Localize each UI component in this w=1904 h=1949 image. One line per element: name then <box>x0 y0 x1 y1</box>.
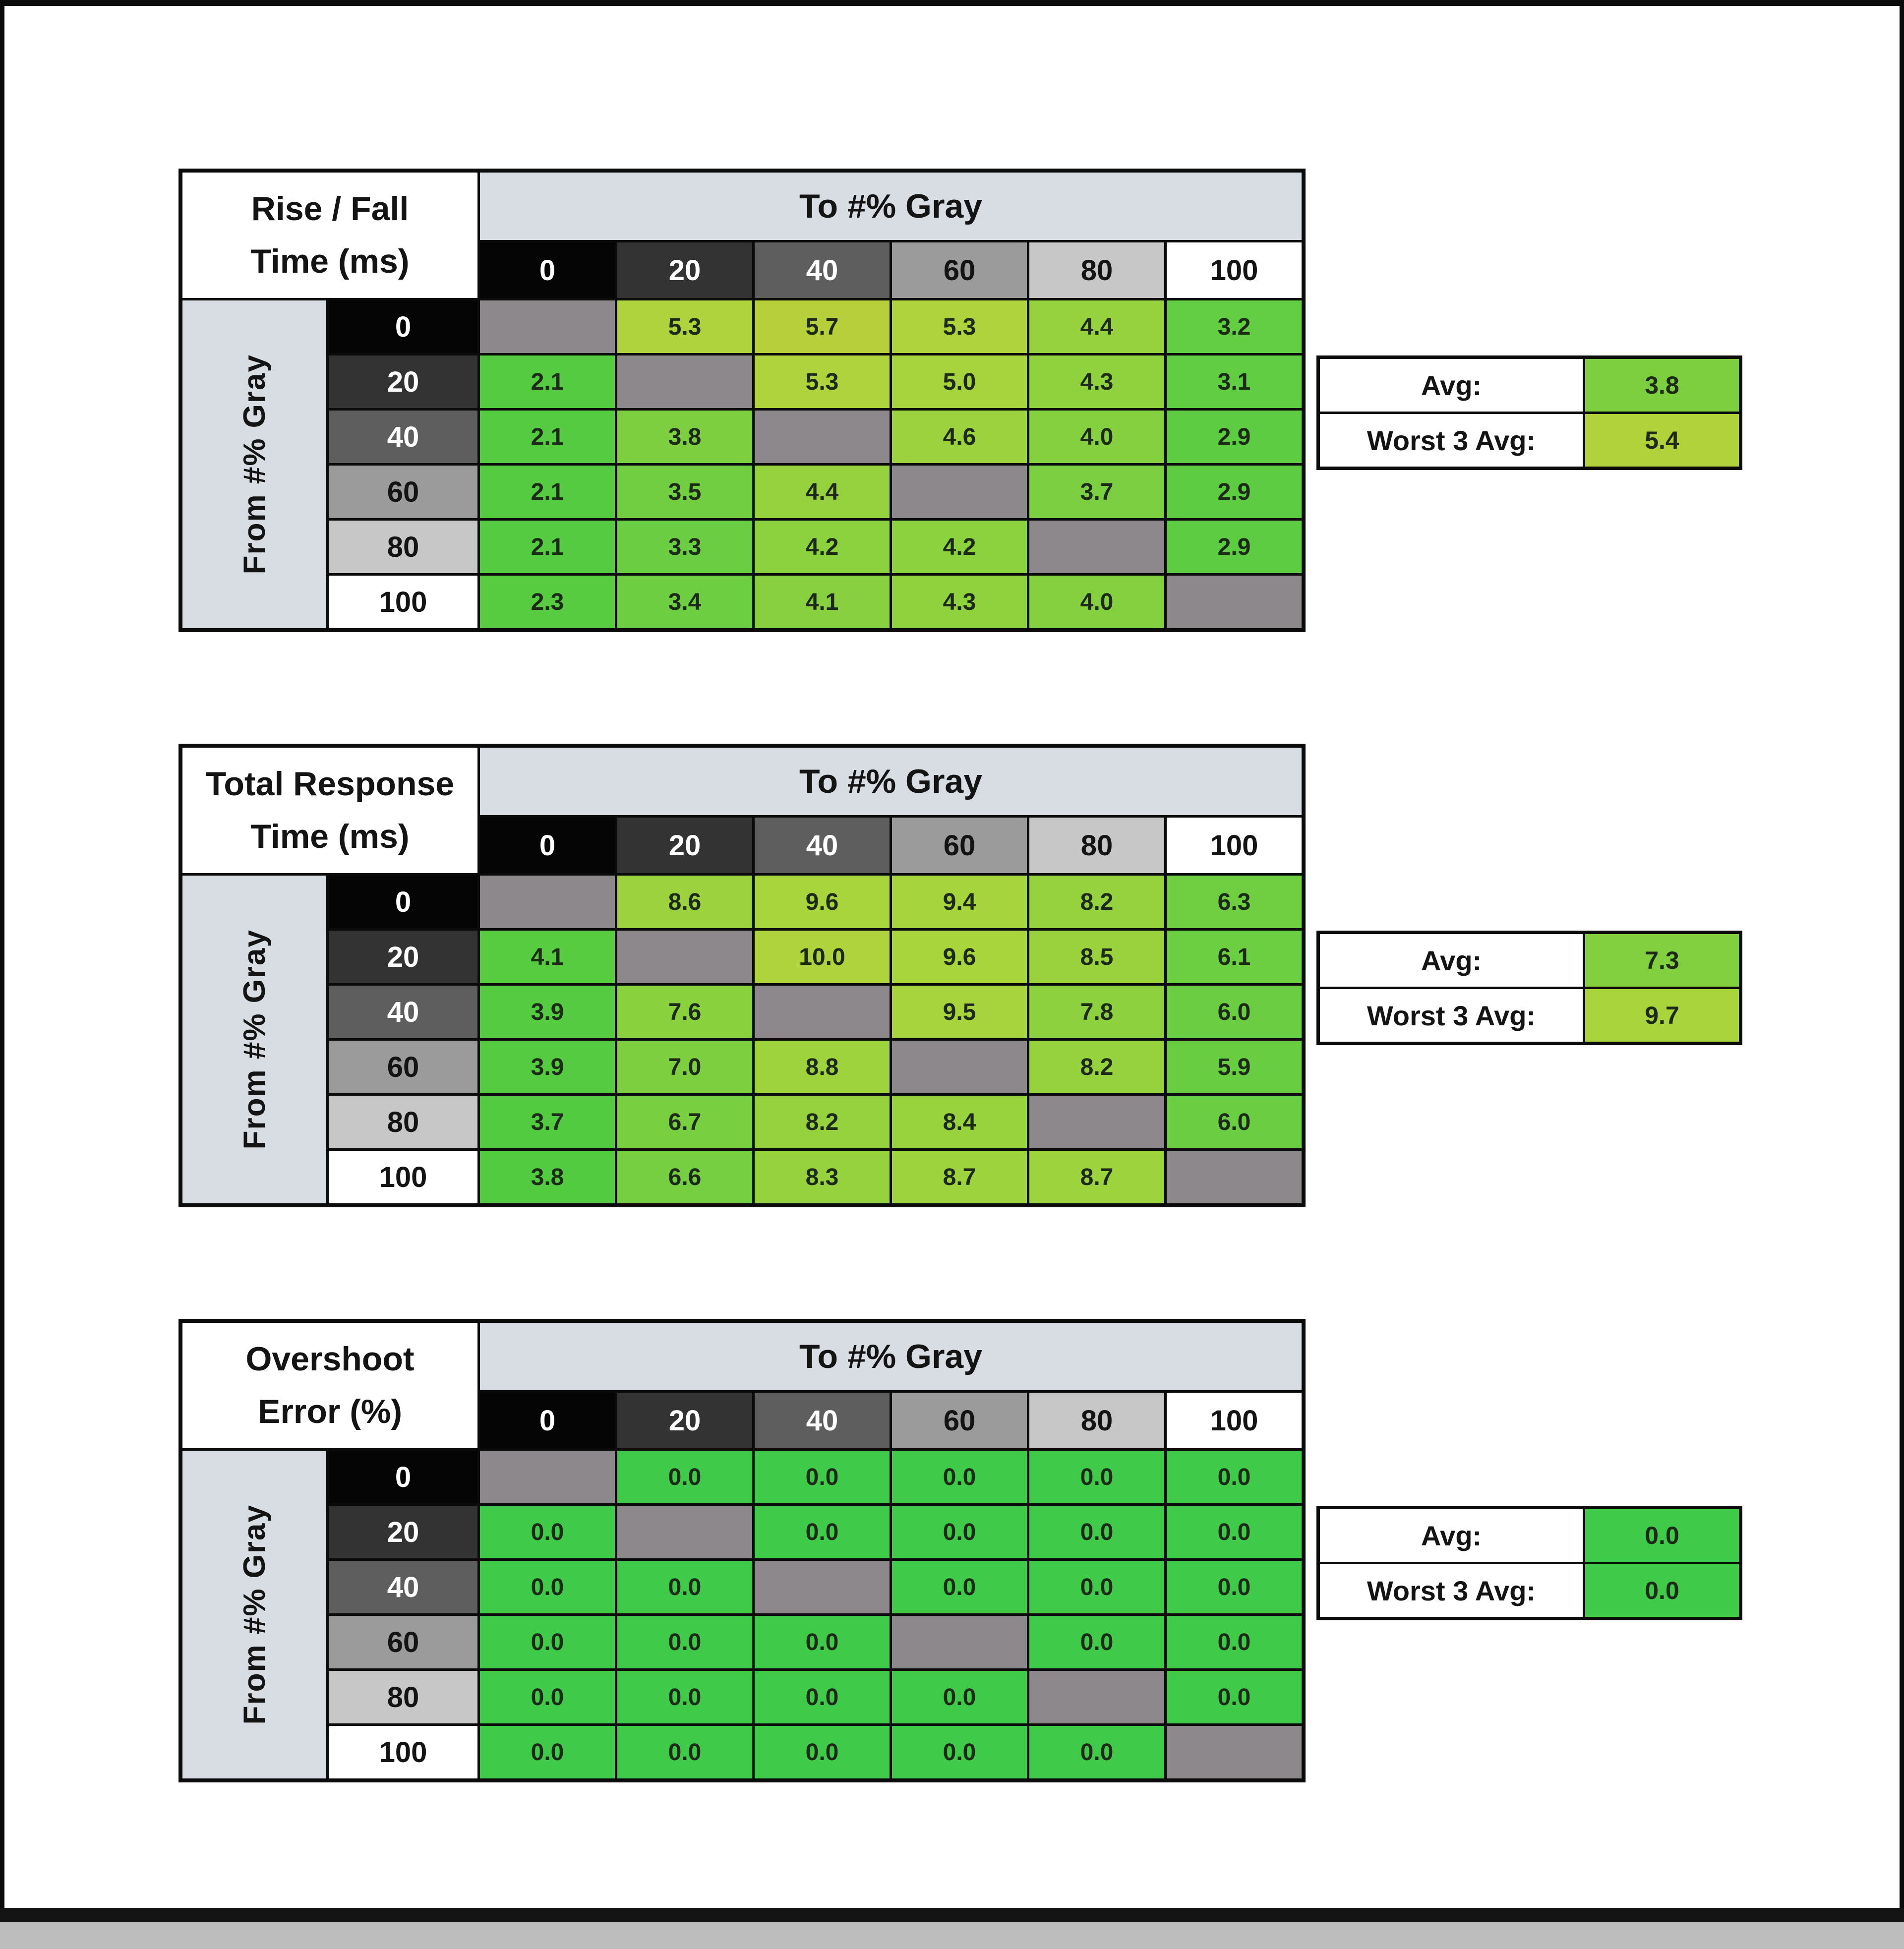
cell-from-40-to-40-diagonal <box>755 1561 890 1613</box>
cell-from-0-to-40: 0.0 <box>755 1451 890 1503</box>
col-header-0: 0 <box>480 1393 615 1448</box>
cell-from-60-to-80: 0.0 <box>1029 1616 1164 1668</box>
cell-from-100-to-100-diagonal <box>1167 1726 1302 1778</box>
avg-value-cell: 7.3 <box>1585 934 1739 987</box>
row-header-60: 60 <box>329 466 477 518</box>
col-header-20: 20 <box>617 1393 752 1448</box>
col-header-100: 100 <box>1167 818 1302 873</box>
to-gray-group-header: To #% Gray <box>480 173 1302 240</box>
row-header-60: 60 <box>329 1041 477 1093</box>
rise-fall-table <box>178 169 1815 632</box>
cell-from-20-to-40: 5.3 <box>755 355 890 408</box>
cell-from-100-to-20: 0.0 <box>617 1726 752 1778</box>
cell-from-20-to-100: 3.1 <box>1167 355 1302 408</box>
cell-from-0-to-0-diagonal <box>480 1451 615 1503</box>
row-header-80: 80 <box>329 521 477 573</box>
window-frame-left <box>0 0 4 1908</box>
cell-from-60-to-60-diagonal <box>892 1616 1027 1668</box>
cell-from-60-to-0: 0.0 <box>480 1616 615 1668</box>
cell-from-20-to-0: 4.1 <box>480 931 615 983</box>
cell-from-100-to-0: 2.3 <box>480 576 615 628</box>
cell-from-80-to-40: 4.2 <box>755 521 890 573</box>
from-gray-group-header <box>182 1451 326 1778</box>
cell-from-60-to-100: 2.9 <box>1167 466 1302 518</box>
row-header-20: 20 <box>329 931 477 983</box>
row-header-40: 40 <box>329 986 477 1038</box>
window-frame-bottom <box>0 1908 1904 1922</box>
total-response-title <box>182 748 477 873</box>
cell-from-60-to-40: 0.0 <box>755 1616 890 1668</box>
cell-from-20-to-0: 0.0 <box>480 1506 615 1558</box>
cell-from-0-to-80: 0.0 <box>1029 1451 1164 1503</box>
avg-label-cell: Avg: <box>1320 1509 1583 1562</box>
cell-from-0-to-80: 4.4 <box>1029 300 1164 353</box>
cell-from-0-to-100: 6.3 <box>1167 876 1302 928</box>
from-gray-group-label: From #% Gray <box>237 354 272 575</box>
cell-from-40-to-40-diagonal <box>755 986 890 1038</box>
cell-from-40-to-40-diagonal <box>755 411 890 463</box>
cell-from-0-to-0-diagonal <box>480 876 615 928</box>
cell-from-40-to-20: 7.6 <box>617 986 752 1038</box>
cell-from-0-to-40: 9.6 <box>755 876 890 928</box>
cell-from-60-to-20: 7.0 <box>617 1041 752 1093</box>
cell-from-40-to-0: 2.1 <box>480 411 615 463</box>
cell-from-100-to-100-diagonal <box>1167 576 1302 628</box>
cell-from-20-to-40: 0.0 <box>755 1506 890 1558</box>
cell-from-40-to-60: 9.5 <box>892 986 1027 1038</box>
cell-from-60-to-80: 8.2 <box>1029 1041 1164 1093</box>
cell-from-100-to-100-diagonal <box>1167 1151 1302 1203</box>
row-header-0: 0 <box>329 876 477 928</box>
cell-from-0-to-60: 9.4 <box>892 876 1027 928</box>
total-response-title-line1: Total Response <box>205 765 455 803</box>
cell-from-80-to-100: 6.0 <box>1167 1096 1302 1148</box>
row-header-100: 100 <box>329 576 477 628</box>
cell-from-0-to-100: 3.2 <box>1167 300 1302 353</box>
overshoot-title <box>182 1323 477 1448</box>
cell-from-100-to-40: 8.3 <box>755 1151 890 1203</box>
col-header-40: 40 <box>755 242 890 298</box>
cell-from-100-to-0: 0.0 <box>480 1726 615 1778</box>
cell-from-20-to-100: 6.1 <box>1167 931 1302 983</box>
to-gray-group-header: To #% Gray <box>480 1323 1302 1390</box>
cell-from-40-to-60: 4.6 <box>892 411 1027 463</box>
row-header-20: 20 <box>329 1506 477 1558</box>
col-header-20: 20 <box>617 242 752 298</box>
avg-label-cell: Avg: <box>1320 359 1583 412</box>
col-header-40: 40 <box>755 818 890 873</box>
worst3avg-label-cell: Worst 3 Avg: <box>1320 1564 1583 1617</box>
cell-from-80-to-20: 6.7 <box>617 1096 752 1148</box>
rise-fall-title <box>182 173 477 298</box>
cell-from-40-to-80: 0.0 <box>1029 1561 1164 1613</box>
col-header-40: 40 <box>755 1393 890 1448</box>
cell-from-100-to-20: 3.4 <box>617 576 752 628</box>
cell-from-80-to-80-diagonal <box>1029 521 1164 573</box>
cell-from-100-to-20: 6.6 <box>617 1151 752 1203</box>
cell-from-60-to-60-diagonal <box>892 466 1027 518</box>
from-gray-group-label: From #% Gray <box>237 1504 272 1725</box>
cell-from-100-to-80: 8.7 <box>1029 1151 1164 1203</box>
cell-from-20-to-60: 0.0 <box>892 1506 1027 1558</box>
cell-from-20-to-40: 10.0 <box>755 931 890 983</box>
from-gray-group-header <box>182 876 326 1203</box>
cell-from-20-to-80: 4.3 <box>1029 355 1164 408</box>
cell-from-100-to-0: 3.8 <box>480 1151 615 1203</box>
col-header-80: 80 <box>1029 242 1164 298</box>
row-header-60: 60 <box>329 1616 477 1668</box>
cell-from-60-to-40: 4.4 <box>755 466 890 518</box>
cell-from-20-to-80: 8.5 <box>1029 931 1164 983</box>
cell-from-20-to-20-diagonal <box>617 1506 752 1558</box>
row-header-100: 100 <box>329 1726 477 1778</box>
col-header-80: 80 <box>1029 1393 1164 1448</box>
total-response-title-line2: Time (ms) <box>250 817 410 855</box>
cell-from-0-to-20: 8.6 <box>617 876 752 928</box>
cell-from-80-to-60: 0.0 <box>892 1671 1027 1723</box>
cell-from-40-to-20: 3.8 <box>617 411 752 463</box>
horizontal-scrollbar-track[interactable] <box>0 1922 1904 1949</box>
cell-from-20-to-20-diagonal <box>617 355 752 408</box>
cell-from-60-to-0: 2.1 <box>480 466 615 518</box>
cell-from-20-to-60: 5.0 <box>892 355 1027 408</box>
to-gray-group-header: To #% Gray <box>480 748 1302 815</box>
row-header-80: 80 <box>329 1096 477 1148</box>
window-frame-top <box>0 0 1904 6</box>
from-gray-group-header <box>182 300 326 628</box>
from-gray-group-label: From #% Gray <box>237 929 272 1150</box>
cell-from-40-to-100: 0.0 <box>1167 1561 1302 1613</box>
cell-from-100-to-40: 4.1 <box>755 576 890 628</box>
rise-fall-title-line1: Rise / Fall <box>251 190 409 228</box>
avg-value-cell: 0.0 <box>1585 1509 1739 1562</box>
cell-from-40-to-0: 3.9 <box>480 986 615 1038</box>
col-header-60: 60 <box>892 242 1027 298</box>
row-header-0: 0 <box>329 300 477 353</box>
cell-from-100-to-60: 8.7 <box>892 1151 1027 1203</box>
overshoot-table <box>178 1319 1815 1782</box>
total-response-summary <box>1316 931 1742 1045</box>
cell-from-100-to-80: 0.0 <box>1029 1726 1164 1778</box>
avg-label-cell: Avg: <box>1320 934 1583 987</box>
cell-from-20-to-20-diagonal <box>617 931 752 983</box>
col-header-0: 0 <box>480 818 615 873</box>
cell-from-80-to-40: 8.2 <box>755 1096 890 1148</box>
total-response-grid <box>178 744 1306 1207</box>
overshoot-title-line1: Overshoot <box>245 1340 415 1378</box>
cell-from-80-to-20: 0.0 <box>617 1671 752 1723</box>
cell-from-0-to-100: 0.0 <box>1167 1451 1302 1503</box>
worst3avg-value-cell: 5.4 <box>1585 414 1739 467</box>
cell-from-0-to-60: 0.0 <box>892 1451 1027 1503</box>
cell-from-60-to-40: 8.8 <box>755 1041 890 1093</box>
worst3avg-value-cell: 9.7 <box>1585 989 1739 1042</box>
cell-from-0-to-0-diagonal <box>480 300 615 353</box>
cell-from-20-to-60: 9.6 <box>892 931 1027 983</box>
rise-fall-grid <box>178 169 1306 632</box>
cell-from-60-to-60-diagonal <box>892 1041 1027 1093</box>
row-header-100: 100 <box>329 1151 477 1203</box>
cell-from-40-to-100: 2.9 <box>1167 411 1302 463</box>
cell-from-0-to-20: 0.0 <box>617 1451 752 1503</box>
cell-from-20-to-0: 2.1 <box>480 355 615 408</box>
cell-from-20-to-80: 0.0 <box>1029 1506 1164 1558</box>
cell-from-80-to-20: 3.3 <box>617 521 752 573</box>
cell-from-60-to-100: 5.9 <box>1167 1041 1302 1093</box>
worst3avg-label-cell: Worst 3 Avg: <box>1320 414 1583 467</box>
row-header-40: 40 <box>329 1561 477 1613</box>
total-response-table <box>178 744 1815 1207</box>
col-header-60: 60 <box>892 818 1027 873</box>
cell-from-100-to-60: 0.0 <box>892 1726 1027 1778</box>
col-header-80: 80 <box>1029 818 1164 873</box>
overshoot-title-line2: Error (%) <box>258 1392 402 1430</box>
cell-from-80-to-40: 0.0 <box>755 1671 890 1723</box>
cell-from-80-to-0: 3.7 <box>480 1096 615 1148</box>
cell-from-100-to-40: 0.0 <box>755 1726 890 1778</box>
cell-from-0-to-40: 5.7 <box>755 300 890 353</box>
cell-from-40-to-80: 7.8 <box>1029 986 1164 1038</box>
cell-from-80-to-0: 0.0 <box>480 1671 615 1723</box>
overshoot-summary <box>1316 1506 1742 1620</box>
avg-value-cell: 3.8 <box>1585 359 1739 412</box>
cell-from-60-to-0: 3.9 <box>480 1041 615 1093</box>
cell-from-20-to-100: 0.0 <box>1167 1506 1302 1558</box>
cell-from-60-to-20: 0.0 <box>617 1616 752 1668</box>
cell-from-40-to-100: 6.0 <box>1167 986 1302 1038</box>
cell-from-80-to-100: 2.9 <box>1167 521 1302 573</box>
cell-from-80-to-100: 0.0 <box>1167 1671 1302 1723</box>
cell-from-40-to-0: 0.0 <box>480 1561 615 1613</box>
worst3avg-label-cell: Worst 3 Avg: <box>1320 989 1583 1042</box>
cell-from-40-to-20: 0.0 <box>617 1561 752 1613</box>
cell-from-100-to-60: 4.3 <box>892 576 1027 628</box>
cell-from-0-to-60: 5.3 <box>892 300 1027 353</box>
cell-from-80-to-60: 4.2 <box>892 521 1027 573</box>
col-header-100: 100 <box>1167 1393 1302 1448</box>
cell-from-80-to-0: 2.1 <box>480 521 615 573</box>
cell-from-40-to-80: 4.0 <box>1029 411 1164 463</box>
cell-from-0-to-20: 5.3 <box>617 300 752 353</box>
window-frame-right <box>1900 0 1904 1908</box>
cell-from-40-to-60: 0.0 <box>892 1561 1027 1613</box>
col-header-100: 100 <box>1167 242 1302 298</box>
cell-from-100-to-80: 4.0 <box>1029 576 1164 628</box>
row-header-20: 20 <box>329 355 477 408</box>
col-header-20: 20 <box>617 818 752 873</box>
row-header-40: 40 <box>329 411 477 463</box>
cell-from-60-to-80: 3.7 <box>1029 466 1164 518</box>
row-header-0: 0 <box>329 1451 477 1503</box>
rise-fall-summary <box>1316 355 1742 470</box>
cell-from-80-to-80-diagonal <box>1029 1096 1164 1148</box>
rise-fall-title-line2: Time (ms) <box>250 242 410 280</box>
cell-from-80-to-80-diagonal <box>1029 1671 1164 1723</box>
col-header-0: 0 <box>480 242 615 298</box>
overshoot-grid <box>178 1319 1306 1782</box>
worst3avg-value-cell: 0.0 <box>1585 1564 1739 1617</box>
col-header-60: 60 <box>892 1393 1027 1448</box>
cell-from-0-to-80: 8.2 <box>1029 876 1164 928</box>
cell-from-60-to-20: 3.5 <box>617 466 752 518</box>
cell-from-80-to-60: 8.4 <box>892 1096 1027 1148</box>
cell-from-60-to-100: 0.0 <box>1167 1616 1302 1668</box>
row-header-80: 80 <box>329 1671 477 1723</box>
